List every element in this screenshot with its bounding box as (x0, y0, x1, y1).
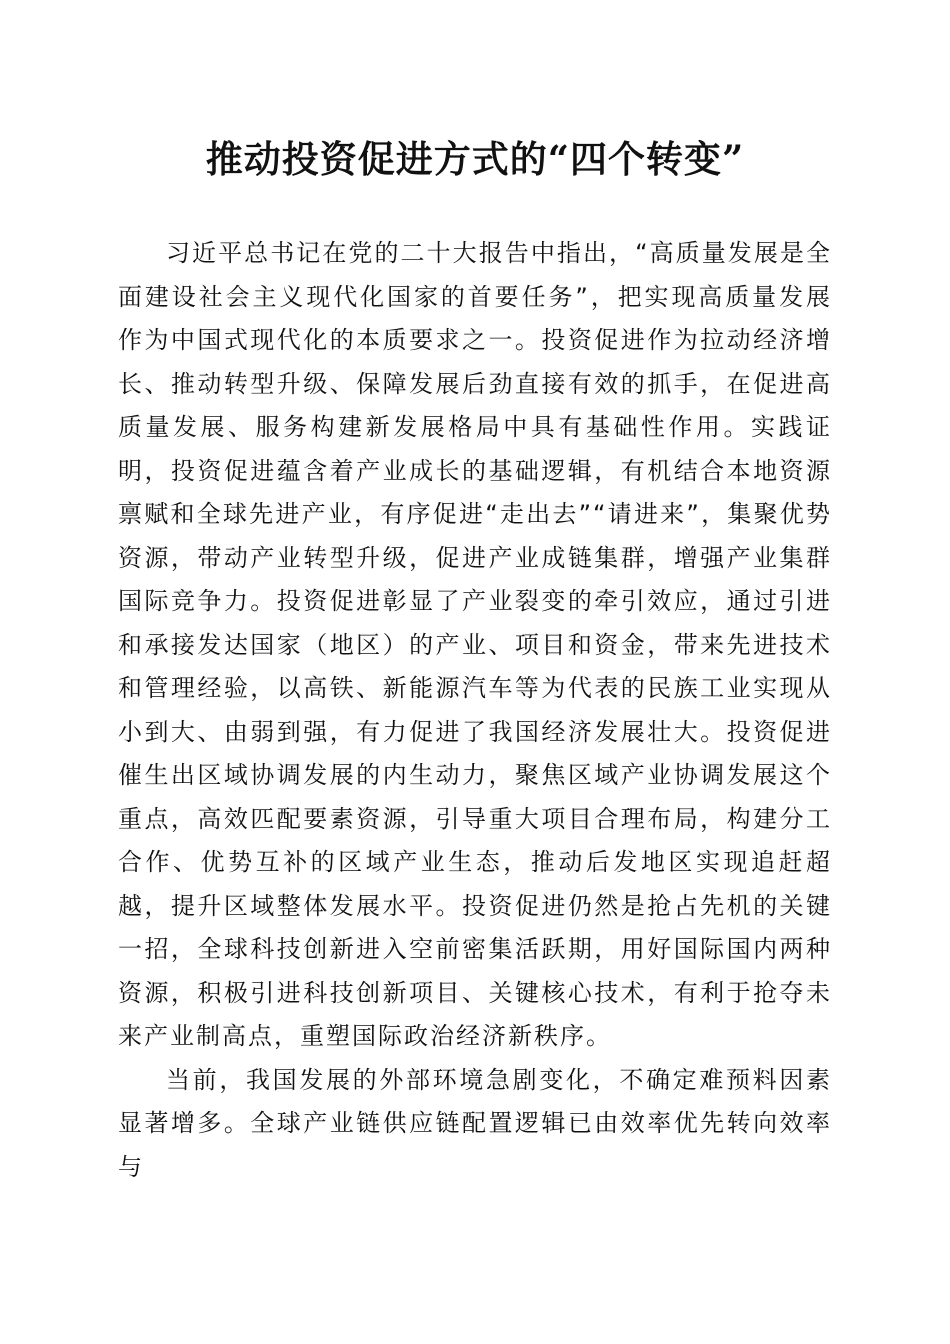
paragraph-2: 当前，我国发展的外部环境急剧变化，不确定难预料因素显著增多。全球产业链供应链配置逻辑已由效率优先转向效率与 (118, 1065, 832, 1181)
paragraph-1: 习近平总书记在党的二十大报告中指出，“高质量发展是全面建设社会主义现代化国家的首要任务”，把实现高质量发展作为中国式现代化的本质要求之一。投资促进作为拉动经济增长、推动转型升级、保障发展后劲直接有效的抓手，在促进高质量发展、服务构建新发展格局中具有基础性作用。实践证明，投资促进蕴含着产业成长的基础逻辑，有机结合本地资源禀赋和全球先进产业，有序促进“走出去”“请进来”，集聚优势资源，带动产业转型升级，促进产业成链集群，增强产业集群国际竞争力。投资促进彰显了产业裂变的牵引效应，通过引进和承接发达国家（地区）的产业、项目和资金，带来先进技术和管理经验，以高铁、新能源汽车等为代表的民族工业实现从小到大、由弱到强，有力促进了我国经济发展壮大。投资促进催生出区域协调发展的内生动力，聚焦区域产业协调发展这个重点，高效匹配要素资源，引导重大项目合理布局，构建分工合作、优势互补的区域产业生态，推动后发地区实现追赶超越，提升区域整体发展水平。投资促进仍然是抢占先机的关键一招，全球科技创新进入空前密集活跃期，用好国际国内两种资源，积极引进科技创新项目、关键核心技术，有利于抢夺未来产业制高点，重塑国际政治经济新秩序。 (118, 239, 832, 1050)
document-title: 推动投资促进方式的“四个转变” (205, 137, 745, 181)
document-body (118, 232, 832, 1189)
